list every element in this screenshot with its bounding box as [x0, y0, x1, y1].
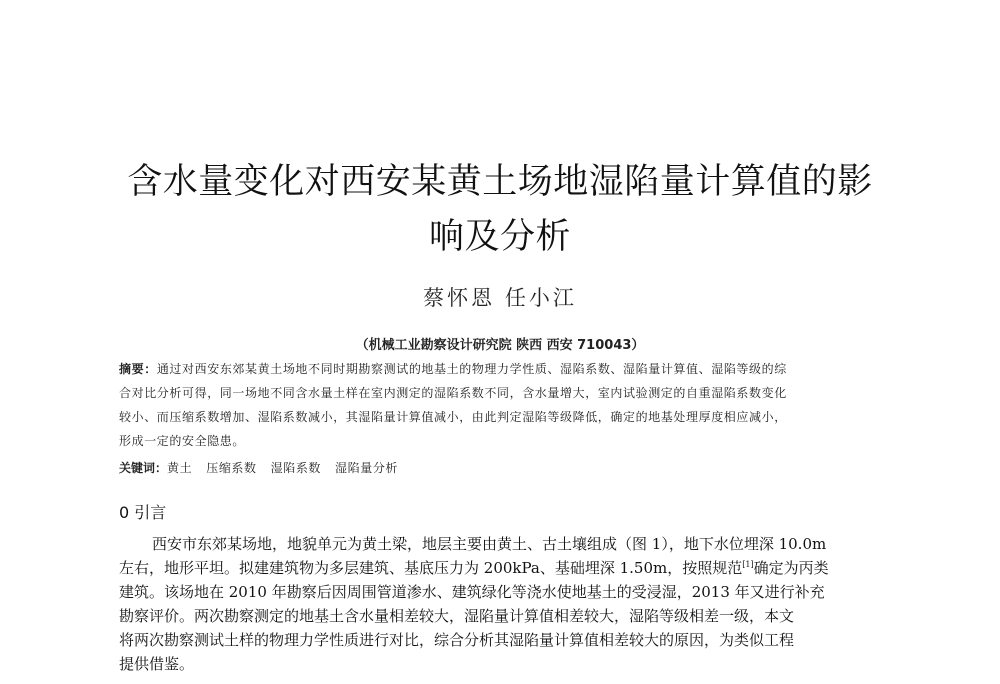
abstract-line: 较小、而压缩系数增加、湿陷系数减小，其湿陷量计算值减小，由此判定湿陷等级降低，确定的地基处理厚度相应减小，	[119, 410, 787, 424]
abstract-line: 形成一定的安全隐患。	[119, 434, 246, 448]
paper-affiliation: （机械工业勘察设计研究院 陕西 西安 710043）	[355, 338, 645, 353]
body-line-text: 左右，地形平坦。拟建建筑物为多层建筑、基底压力为 200kPa、基础埋深 1.50m，按照规范	[119, 559, 743, 577]
keywords-line	[119, 459, 412, 476]
abstract-text: 通过对西安东郊某黄土场地不同时期勘察测试的地基土的物理力学性质、湿陷系数、湿陷量计算值、湿陷等级的综	[156, 362, 787, 376]
keyword: 黄土	[167, 461, 193, 475]
paper-title-line-1: 含水量变化对西安某黄土场地湿陷量计算值的影	[127, 162, 873, 202]
citation-mark[interactable]: [1]	[742, 560, 754, 569]
keywords-label: 关键词：	[119, 461, 168, 475]
body-line: 建筑。该场地在 2010 年勘察后因周围管道渗水、建筑绿化等浇水使地基土的受浸湿，2013 年又进行补充	[119, 583, 825, 601]
body-line: 西安市东郊某场地，地貌单元为黄土梁，地层主要由黄土、古土壤组成（图 1），地下水位埋深 10.0m	[152, 535, 827, 553]
abstract-line: 合对比分析可得，同一场地不同含水量土样在室内测定的湿陷系数不同，含水量增大，室内试验测定的自重湿陷系数变化	[119, 386, 787, 400]
body-paragraph	[119, 532, 895, 676]
keyword: 湿陷系数	[270, 461, 322, 475]
abstract-block	[119, 357, 895, 453]
body-line-tail: 确定为丙类	[753, 559, 829, 577]
body-line: 勘察评价。两次勘察测定的地基土含水量相差较大，湿陷量计算值相差较大，湿陷等级相差一级，本文	[119, 607, 795, 625]
keyword: 压缩系数	[206, 461, 257, 475]
body-line	[119, 556, 895, 580]
paper-title-line-2: 响及分析	[428, 217, 571, 257]
paper-authors: 蔡怀恩 任小江	[423, 286, 577, 310]
body-line: 提供借鉴。	[119, 655, 195, 673]
section-heading-introduction: 0 引言	[119, 503, 167, 522]
abstract-line	[119, 357, 895, 381]
keyword: 湿陷量分析	[335, 461, 399, 475]
abstract-label: 摘要：	[119, 362, 157, 376]
body-line: 将两次勘察测试土样的物理力学性质进行对比，综合分析其湿陷量计算值相差较大的原因，为类似工程	[119, 631, 795, 649]
